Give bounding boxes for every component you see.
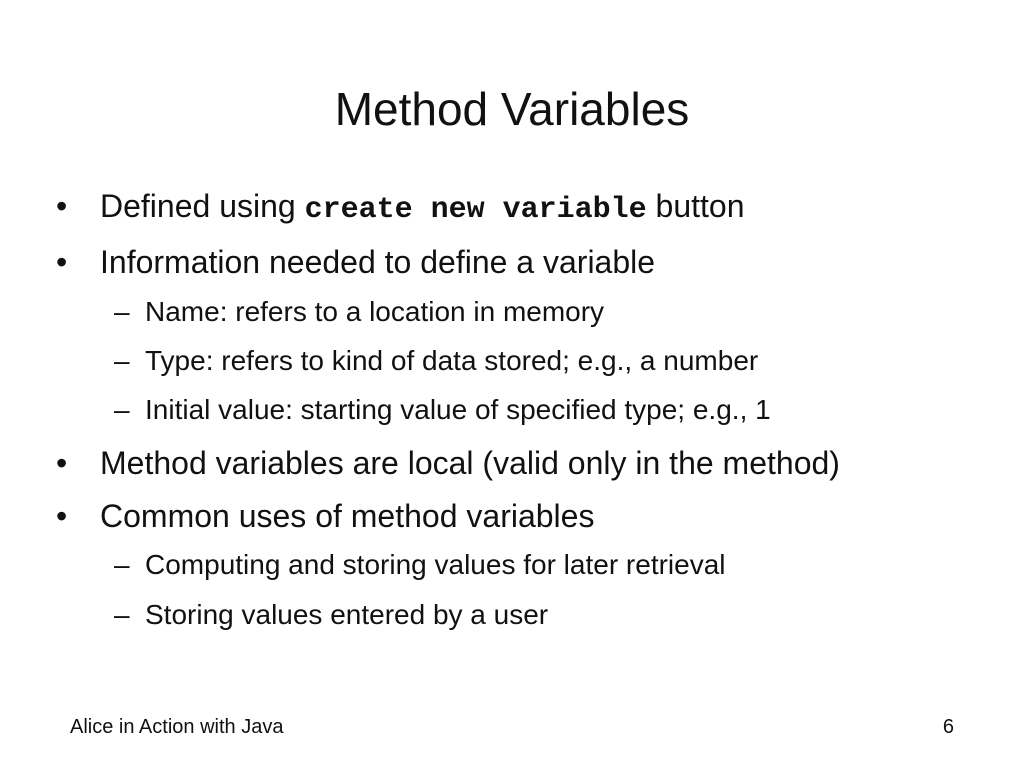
bullet-marker: • (56, 445, 68, 481)
sub-marker: – (114, 345, 130, 376)
slide-title: Method Variables (334, 83, 690, 135)
bullet-marker: • (56, 498, 68, 534)
bullet-1 (56, 186, 745, 230)
sub-marker: – (114, 296, 130, 327)
sub-bullet-text: Computing and storing values for later retrieval (145, 549, 726, 580)
sub-marker: – (114, 599, 130, 630)
bullet-3-text: Method variables are local (valid only in the method) (100, 445, 840, 481)
bullet-marker: • (56, 244, 68, 280)
bullet-2 (56, 242, 655, 282)
bullet-marker: • (56, 188, 68, 224)
sub-marker: – (114, 394, 130, 425)
bullet-1-prefix: Defined using (100, 188, 305, 224)
sub-bullet-storing (114, 597, 548, 633)
bullet-4-text: Common uses of method variables (100, 498, 595, 534)
sub-bullet-initial-value (114, 392, 771, 428)
sub-bullet-type (114, 343, 758, 379)
bullet-1-suffix: button (646, 188, 745, 224)
create-new-variable-code: create new variable (304, 193, 647, 227)
sub-bullet-computing (114, 547, 726, 583)
page-number: 6 (942, 716, 954, 738)
sub-bullet-text: Type: refers to kind of data stored; e.g., a number (145, 345, 759, 376)
sub-bullet-name (114, 294, 604, 330)
sub-marker: – (114, 549, 130, 580)
sub-bullet-text: Initial value: starting value of specified type; e.g., 1 (145, 394, 771, 425)
bullet-3 (56, 443, 840, 483)
sub-bullet-text: Storing values entered by a user (145, 599, 549, 630)
bullet-4 (56, 496, 594, 536)
bullet-2-text: Information needed to define a variable (100, 244, 656, 280)
sub-bullet-text: Name: refers to a location in memory (145, 296, 605, 327)
footer-course-title: Alice in Action with Java (70, 716, 284, 738)
